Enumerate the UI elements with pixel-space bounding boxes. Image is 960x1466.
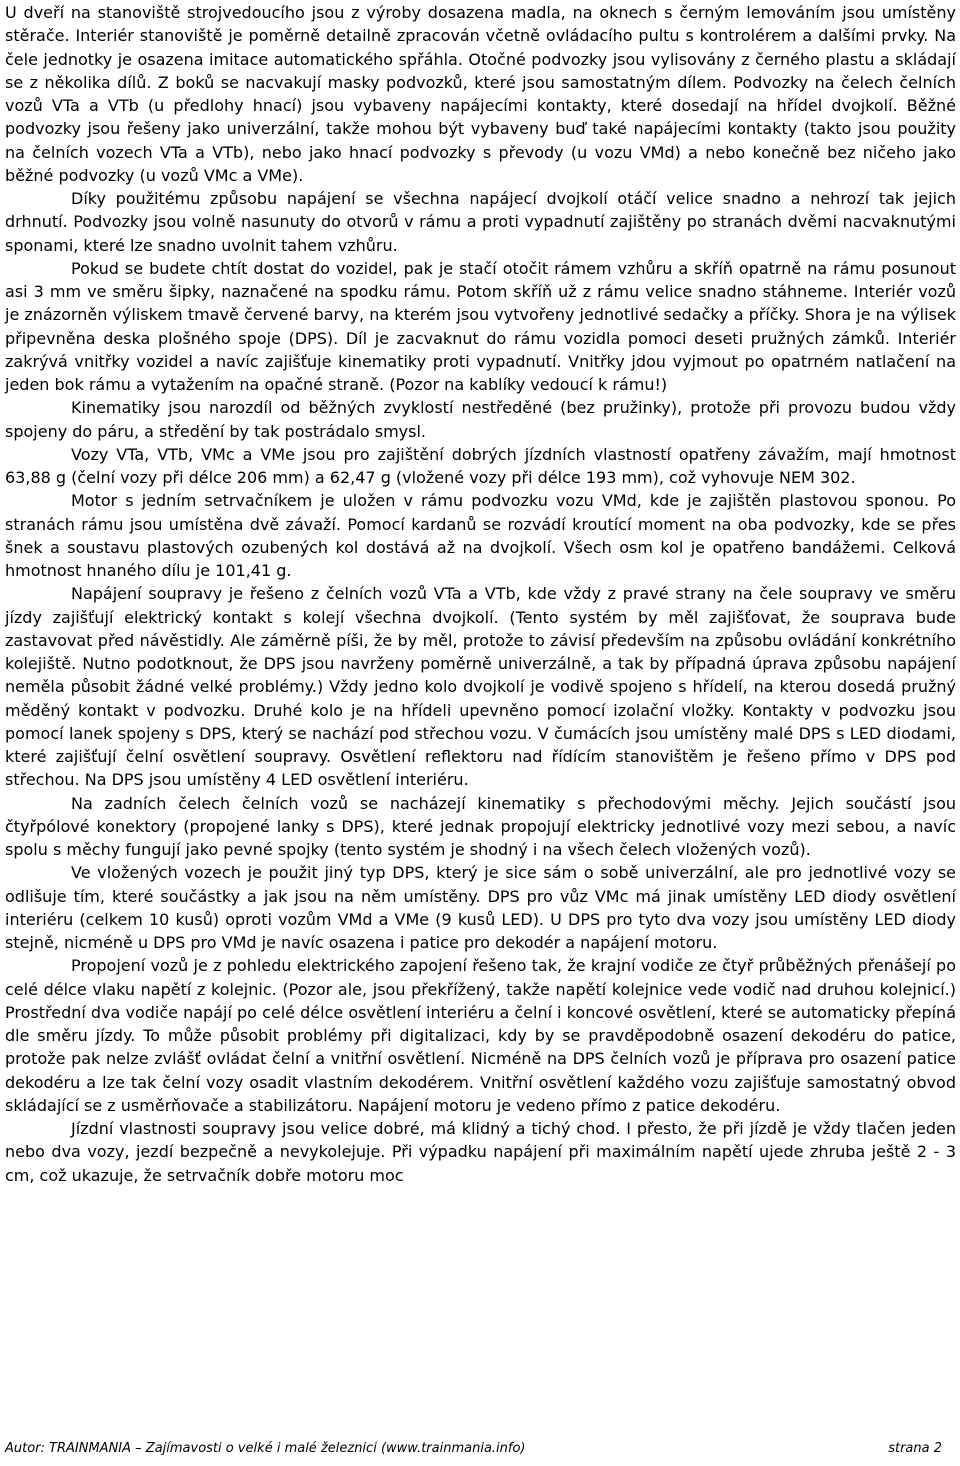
paragraph-5: Vozy VTa, VTb, VMc a VMe jsou pro zajištění dobrých jízdních vlastností opatřeny závažím, mají hmotnost 63,88 g (čelní vozy při délce 206 mm) a 62,47 g (vložené vozy při délce 193 mm), což vyhovuje NEM 302.	[5, 444, 956, 487]
paragraph-1: U dveří na stanoviště strojvedoucího jsou z výroby dosazena madla, na oknech s černým lemováním jsou umístěny stěrače. Interiér stanoviště je poměrně detailně zpracován včetně ovládacího pultu s kontrolérem a dalšími prvky. Na čele jednotky je osazena imitace automatického spřáhla. Otočné podvozky jsou vylisovány z černého plastu a skládají se z několika dílů. Z boků se nacvakují masky podvozků, které jsou samostatným dílem. Podvozky na čelech čelních vozů VTa a VTb (u předlohy hnací) jsou vybaveny napájecími kontakty, které dosedají na hřídel dvojkolí. Běžné podvozky jsou řešeny jako univerzální, takže mohou být vybaveny buď také napájecími kontakty (takto jsou použity na čelních vozech VTa a VTb), nebo jako hnací podvozky s převody (u vozu VMd) a nebo konečně bez ničeho jako běžné podvozky (u vozů VMc a VMe).	[5, 3, 956, 185]
paragraph-3: Pokud se budete chtít dostat do vozidel, pak je stačí otočit rámem vzhůru a skříň opatrně na rámu posunout asi 3 mm ve směru šipky, naznačené na spodku rámu. Potom skříň už z rámu velice snadno stáhneme. Interiér vozů je znázorněn výliskem tmavě červené barvy, na kterém jsou vytvořeny jednotlivé sedačky a příčky. Shora je na výlisek připevněna deska plošného spoje (DPS). Díl je zacvaknut do rámu vozidla pomoci deseti pružných zámků. Interiér zakrývá vnitřky vozidel a navíc zajišťuje kinematiky proti vypadnutí. Vnitřky jdou vyjmout po opatrném natlačení na jeden bok rámu a vytažením na opačné straně. (Pozor na kablíky vedoucí k rámu!)	[5, 258, 956, 394]
paragraph-2: Díky použitému způsobu napájení se všechna napájecí dvojkolí otáčí velice snadno a nehrozí tak jejich drhnutí. Podvozky jsou volně nasunuty do otvorů v rámu a proti vypadnutí zajištěny po stranách dvěmi nacvaknutými sponami, které lze snadno uvolnit tahem vzhůru.	[5, 189, 956, 255]
paragraph-10: Propojení vozů je z pohledu elektrického zapojení řešeno tak, že krajní vodiče ze čtyř průběžných přenášejí po celé délce vlaku napětí z kolejnic. (Pozor ale, jsou překřížený, takže napětí kolejnice vede vodič nad druhou kolejnicí.) Prostřední dva vodiče napájí po celé délce osvětlení interiéru a čelní i koncové osvětlení, které se automaticky přepíná dle směru jízdy. To může působit problémy při digitalizaci, kdy by se pravděpodobně osazení dekodéru do patice, protože pak nelze zvlášť ovládat čelní a vnitřní osvětlení. Nicméně na DPS čelních vozů je příprava pro osazení patice dekodéru a lze tak čelní vozy osadit vlastním dekodérem. Vnitřní osvětlení každého vozu zajišťuje samostatný obvod skládající se z usměrňovače a stabilizátoru. Napájení motoru je vedeno přímo z patice dekodéru.	[5, 956, 956, 1115]
page-footer	[5, 1441, 942, 1457]
paragraph-8: Na zadních čelech čelních vozů se nacházejí kinematiky s přechodovými měchy. Jejich součástí jsou čtyřpólové konektory (propojené lanky s DPS), které jednak propojují elektricky jednotlivé vozy mezi sebou, a navíc spolu s měchy fungují jako pevné spojky (tento systém je shodný i na všech čelech vložených vozů).	[5, 793, 956, 859]
article-body	[5, 1, 956, 1187]
footer-page-number: strana 2	[888, 1441, 942, 1456]
paragraph-11: Jízdní vlastnosti soupravy jsou velice dobré, má klidný a tichý chod. I přesto, že při jízdě je vždy tlačen jeden nebo dva vozy, jezdí bezpečně a nevykolejuje. Při výpadku napájení při maximálním napětí ujede zhruba ještě 2 - 3 cm, což ukazuje, že setrvačník dobře motoru moc	[5, 1119, 956, 1185]
footer-author: Autor: TRAINMANIA – Zajímavosti o velké i malé železnici (www.trainmania.info)	[5, 1441, 526, 1456]
paragraph-9: Ve vložených vozech je použit jiný typ DPS, který je sice sám o sobě univerzální, ale pro jednotlivé vozy se odlišuje tím, které součástky a jak jsou na něm umístěny. DPS pro vůz VMc má jinak umístěny LED diody osvětlení interiéru (celkem 10 kusů) oproti vozům VMd a VMe (9 kusů LED). U DPS pro tyto dva vozy jsou umístěny LED diody stejně, nicméně u DPS pro VMd je navíc osazena i patice pro dekodér a napájení motoru.	[5, 863, 956, 952]
paragraph-7: Napájení soupravy je řešeno z čelních vozů VTa a VTb, kde vždy z pravé strany na čele soupravy ve směru jízdy zajišťují elektrický kontakt s kolejí všechna dvojkolí. (Tento systém by měl zajišťovat, že souprava bude zastavovat před návěstidly. Ale záměrně píši, že by měl, protože to závisí především na způsobu ovládání konkrétního kolejiště. Nutno podotknout, že DPS jsou navrženy poměrně univerzálně, a tak by případná úprava způsobu napájení neměla působit žádné velké problémy.) Vždy jedno kolo dvojkolí je vodivě spojeno s hřídelí, na kterou dosedá pružný měděný kontakt v podvozku. Druhé kolo je na hřídeli upevněno pomocí izolační vložky. Kontakty v podvozku jsou pomocí lanek spojeny s DPS, který se nachází pod střechou vozu. V čumácích jsou umístěny malé DPS s LED diodami, které zajišťují čelní osvětlení soupravy. Osvětlení reflektoru nad řídícím stanovištěm je řešeno přímo v DPS pod střechou. Na DPS jsou umístěny 4 LED osvětlení interiéru.	[5, 584, 956, 790]
paragraph-4: Kinematiky jsou narozdíl od běžných zvyklostí nestředěné (bez pružinky), protože při provozu budou vždy spojeny do páru, a středění by tak postrádalo smysl.	[5, 398, 956, 441]
paragraph-6: Motor s jedním setrvačníkem je uložen v rámu podvozku vozu VMd, kde je zajištěn plastovou sponou. Po stranách rámu jsou umístěna dvě závaží. Pomocí kardanů se rozvádí kroutící moment na oba podvozky, kde se přes šnek a soustavu plastových ozubených kol dostává až na dvojkolí. Všech osm kol je opatřeno bandážemi. Celková hmotnost hnaného dílu je 101,41 g.	[5, 491, 956, 580]
